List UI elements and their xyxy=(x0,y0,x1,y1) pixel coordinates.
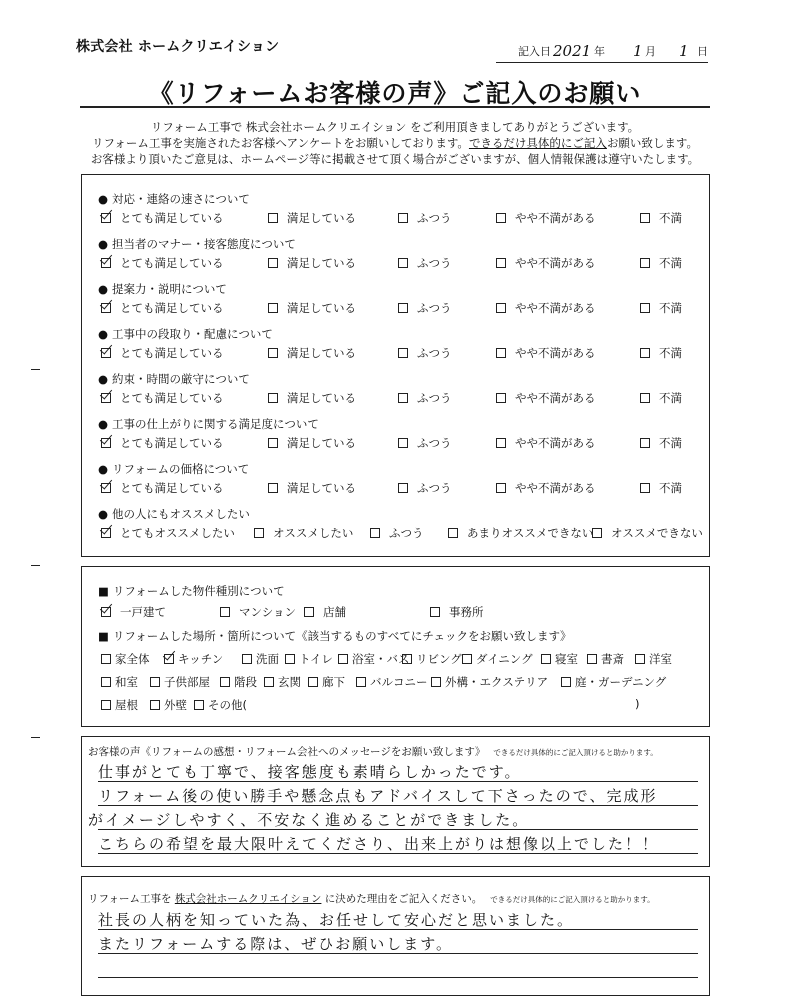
location-option[interactable] xyxy=(402,651,462,667)
handwritten-line[interactable]: こちらの希望を最大限叶えてくださり、出来上がりは想像以上でした！！ xyxy=(98,835,660,853)
location-option[interactable] xyxy=(101,697,138,713)
writing-rule xyxy=(98,929,698,930)
checkbox-icon[interactable] xyxy=(430,607,440,617)
voice-hint: できるだけ具体的にご記入頂けると助かります。 xyxy=(493,748,658,757)
option-radio[interactable] xyxy=(268,300,356,316)
option-radio[interactable] xyxy=(101,300,224,316)
location-label: バルコニー xyxy=(370,675,428,689)
checked-box-icon[interactable] xyxy=(101,258,111,268)
option-label: 満足している xyxy=(287,481,356,495)
checked-box-icon[interactable] xyxy=(101,528,111,538)
option-label: とてもオススメしたい xyxy=(120,526,235,540)
property-type-label: マンション xyxy=(239,605,296,619)
date-day-value: 1 xyxy=(679,42,689,60)
property-type-label: 事務所 xyxy=(449,605,484,619)
location-label: 庭・ガーデニング xyxy=(575,675,667,689)
checkbox-icon[interactable] xyxy=(308,677,318,687)
checkbox-icon[interactable] xyxy=(496,348,506,358)
checkbox-icon[interactable] xyxy=(496,258,506,268)
option-radio[interactable] xyxy=(496,300,596,316)
location-label: ダイニング xyxy=(476,652,533,666)
option-radio[interactable] xyxy=(268,345,356,361)
location-label: 和室 xyxy=(115,675,138,689)
option-radio[interactable] xyxy=(640,435,682,451)
option-label: 満足している xyxy=(287,256,356,270)
checkbox-icon[interactable] xyxy=(448,528,458,538)
option-label: 満足している xyxy=(287,211,356,225)
writing-rule xyxy=(98,805,698,806)
location-option[interactable] xyxy=(101,674,138,690)
checked-box-icon[interactable] xyxy=(101,213,111,223)
margin-mark xyxy=(31,369,40,370)
option-label: ふつう xyxy=(417,436,452,450)
option-label: オススメできない xyxy=(611,526,703,540)
property-type-option[interactable] xyxy=(430,604,484,620)
checkbox-icon[interactable] xyxy=(640,438,650,448)
option-radio[interactable] xyxy=(101,255,224,271)
option-label: ふつう xyxy=(389,526,424,540)
location-label: その他( xyxy=(208,698,247,712)
year-unit: 年 xyxy=(594,45,605,58)
checkbox-icon[interactable] xyxy=(268,258,278,268)
checkbox-icon[interactable] xyxy=(242,654,252,664)
writing-rule xyxy=(98,853,698,854)
question-label: ● 工事の仕上がりに関する満足度について xyxy=(98,416,319,432)
location-option[interactable] xyxy=(462,651,533,667)
handwritten-line[interactable]: 仕事がとても丁寧で、接客態度も素晴らしかったです。 xyxy=(98,763,522,781)
option-label: ふつう xyxy=(417,346,452,360)
location-option[interactable] xyxy=(101,651,150,667)
checkbox-icon[interactable] xyxy=(285,654,295,664)
handwritten-line[interactable]: リフォーム後の使い勝手や懸念点もアドバイスして下さったので、完成形 xyxy=(98,787,658,805)
checkbox-icon[interactable] xyxy=(220,677,230,687)
checkbox-icon[interactable] xyxy=(398,393,408,403)
option-radio[interactable] xyxy=(496,390,596,406)
writing-rule xyxy=(98,977,698,978)
checked-box-icon[interactable] xyxy=(101,438,111,448)
intro-line-2 xyxy=(80,135,710,151)
option-radio[interactable] xyxy=(640,255,682,271)
checkbox-icon[interactable] xyxy=(304,607,314,617)
intro-line-2-text: リフォーム工事を実施されたお客様へアンケートをお願いしております。 xyxy=(91,136,469,150)
option-radio[interactable] xyxy=(398,480,452,496)
checkbox-icon[interactable] xyxy=(268,483,278,493)
checkbox-icon[interactable] xyxy=(640,213,650,223)
question-label: ● リフォームの価格について xyxy=(98,461,249,477)
day-unit: 日 xyxy=(697,45,708,58)
checkbox-icon[interactable] xyxy=(101,654,111,664)
location-label: 家全体 xyxy=(115,652,150,666)
property-type-label: ■ リフォームした物件種別について xyxy=(98,583,285,599)
checked-box-icon[interactable] xyxy=(101,483,111,493)
checkbox-icon[interactable] xyxy=(640,303,650,313)
option-label: やや不満がある xyxy=(515,436,596,450)
location-label: 寝室 xyxy=(555,652,578,666)
location-label: トイレ xyxy=(299,652,333,666)
option-radio[interactable] xyxy=(398,210,452,226)
checked-box-icon[interactable] xyxy=(101,393,111,403)
checkbox-icon[interactable] xyxy=(356,677,366,687)
handwritten-line[interactable]: 社長の人柄を知っていた為、お任せして安心だと思いました。 xyxy=(98,911,575,929)
location-option[interactable] xyxy=(587,651,624,667)
option-radio[interactable] xyxy=(448,525,593,541)
option-radio[interactable] xyxy=(268,390,356,406)
checkbox-icon[interactable] xyxy=(640,393,650,403)
location-option[interactable] xyxy=(356,674,428,690)
margin-mark xyxy=(31,737,40,738)
checkbox-icon[interactable] xyxy=(398,438,408,448)
reason-header-text: リフォーム工事を xyxy=(88,893,175,905)
checkbox-icon[interactable] xyxy=(101,700,111,710)
satisfaction-survey-box xyxy=(81,174,710,557)
option-radio[interactable] xyxy=(398,255,452,271)
checkbox-icon[interactable] xyxy=(254,528,264,538)
option-label: ふつう xyxy=(417,391,452,405)
location-label: 子供部屋 xyxy=(164,675,210,689)
location-label: 外構・エクステリア xyxy=(445,675,549,689)
checked-box-icon[interactable] xyxy=(101,607,111,617)
property-type-label: 一戸建て xyxy=(120,605,166,619)
location-label: 洗面 xyxy=(256,652,279,666)
checkbox-icon[interactable] xyxy=(268,393,278,403)
location-option[interactable] xyxy=(635,651,672,667)
intro-emphasis: できるだけ具体的にご記入 xyxy=(468,136,607,150)
location-option[interactable] xyxy=(264,674,301,690)
location-option[interactable] xyxy=(561,674,666,690)
handwritten-line[interactable]: がイメージしやすく、不安なく進めることができました。 xyxy=(88,811,530,829)
location-option[interactable] xyxy=(431,674,548,690)
date-month-value: 1 xyxy=(633,42,643,60)
checkbox-icon[interactable] xyxy=(561,677,571,687)
location-label: 洋室 xyxy=(649,652,672,666)
option-label: とても満足している xyxy=(120,256,224,270)
location-option[interactable] xyxy=(150,697,187,713)
checkbox-icon[interactable] xyxy=(268,438,278,448)
option-radio[interactable] xyxy=(640,480,682,496)
location-option[interactable] xyxy=(194,697,247,713)
location-label: 玄関 xyxy=(278,675,301,689)
option-radio[interactable] xyxy=(101,390,224,406)
option-radio[interactable] xyxy=(101,210,224,226)
option-radio[interactable] xyxy=(398,435,452,451)
location-label: ■ リフォームした場所・箇所について《該当するものすべてにチェックをお願い致します》 xyxy=(98,628,572,644)
checkbox-icon[interactable] xyxy=(398,213,408,223)
question-label: ● 工事中の段取り・配慮について xyxy=(98,326,273,342)
option-label: やや不満がある xyxy=(515,256,596,270)
option-label: ふつう xyxy=(417,481,452,495)
checked-box-icon[interactable] xyxy=(101,303,111,313)
option-radio[interactable] xyxy=(640,345,682,361)
option-radio[interactable] xyxy=(268,480,356,496)
option-label: 満足している xyxy=(287,301,356,315)
option-label: とても満足している xyxy=(120,391,224,405)
checkbox-icon[interactable] xyxy=(640,348,650,358)
writing-rule xyxy=(98,953,698,954)
checkbox-icon[interactable] xyxy=(268,213,278,223)
intro-line-2-tail: お願い致します。 xyxy=(606,136,699,150)
option-radio[interactable] xyxy=(268,210,356,226)
reason-box xyxy=(81,876,710,996)
checkbox-icon[interactable] xyxy=(268,348,278,358)
location-option[interactable] xyxy=(285,651,333,667)
checkbox-icon[interactable] xyxy=(338,654,348,664)
location-label: キッチン xyxy=(178,652,224,666)
location-option[interactable] xyxy=(220,674,257,690)
property-type-option[interactable] xyxy=(220,604,296,620)
checkbox-icon[interactable] xyxy=(640,483,650,493)
option-label: やや不満がある xyxy=(515,346,596,360)
checkbox-icon[interactable] xyxy=(587,654,597,664)
checkbox-icon[interactable] xyxy=(150,700,160,710)
option-radio[interactable] xyxy=(268,255,356,271)
option-label: あまりオススメできない xyxy=(467,526,594,540)
location-option[interactable] xyxy=(338,651,410,667)
option-radio[interactable] xyxy=(101,480,224,496)
reason-company: 株式会社ホームクリエイション xyxy=(174,893,322,905)
voice-header-text: お客様の声《リフォームの感想・リフォーム会社へのメッセージをお願い致します》 xyxy=(88,746,486,758)
date-label: 記入日 xyxy=(518,45,551,58)
question-label: ● 約束・時間の厳守について xyxy=(98,371,250,387)
option-radio[interactable] xyxy=(640,210,682,226)
option-label: とても満足している xyxy=(120,481,224,495)
customer-voice-box xyxy=(81,736,710,867)
option-radio[interactable] xyxy=(640,390,682,406)
option-radio[interactable] xyxy=(496,345,596,361)
option-radio[interactable] xyxy=(496,435,596,451)
page-title: 《リフォームお客様の声》ご記入のお願い xyxy=(148,79,642,108)
checkbox-icon[interactable] xyxy=(462,654,472,664)
property-type-option[interactable] xyxy=(101,604,166,620)
checkbox-icon[interactable] xyxy=(264,677,274,687)
option-label: やや不満がある xyxy=(515,301,596,315)
month-unit: 月 xyxy=(645,45,656,58)
reason-hint: できるだけ具体的にご記入頂けると助かります。 xyxy=(490,895,655,904)
entry-date-field[interactable] xyxy=(496,40,708,63)
question-label: ● 対応・連絡の速さについて xyxy=(98,191,250,207)
option-radio[interactable] xyxy=(398,345,452,361)
option-label: 不満 xyxy=(659,481,682,495)
option-radio[interactable] xyxy=(268,435,356,451)
option-radio[interactable] xyxy=(101,435,224,451)
option-label: 不満 xyxy=(659,256,682,270)
option-radio[interactable] xyxy=(398,300,452,316)
question-label: ● 他の人にもオススメしたい xyxy=(98,506,250,522)
location-option[interactable] xyxy=(242,651,279,667)
checked-box-icon[interactable] xyxy=(101,348,111,358)
checkbox-icon[interactable] xyxy=(496,303,506,313)
reason-header xyxy=(88,891,655,906)
checkbox-icon[interactable] xyxy=(402,654,412,664)
other-close-paren: ) xyxy=(635,697,640,711)
location-label: 階段 xyxy=(234,675,257,689)
location-label: 屋根 xyxy=(115,698,138,712)
option-label: とても満足している xyxy=(120,301,224,315)
option-label: 不満 xyxy=(659,346,682,360)
checkbox-icon[interactable] xyxy=(431,677,441,687)
option-label: ふつう xyxy=(417,211,452,225)
property-info-box xyxy=(81,566,710,727)
location-option[interactable] xyxy=(541,651,578,667)
title-divider xyxy=(80,106,710,108)
writing-rule xyxy=(98,829,698,830)
option-radio[interactable] xyxy=(592,525,703,541)
option-label: 不満 xyxy=(659,301,682,315)
option-label: 満足している xyxy=(287,436,356,450)
option-label: 満足している xyxy=(287,391,356,405)
checkbox-icon[interactable] xyxy=(496,393,506,403)
intro-line-3: お客様より頂いたご意見は、ホームページ等に掲載させて頂く場合がございますが、個人情報保護は遵守いたします。 xyxy=(90,152,700,166)
question-label: ● 提案力・説明について xyxy=(98,281,227,297)
company-name: 株式会社 ホームクリエイション xyxy=(76,39,280,55)
checkbox-icon[interactable] xyxy=(496,483,506,493)
option-label: 不満 xyxy=(659,436,682,450)
option-label: やや不満がある xyxy=(515,391,596,405)
option-radio[interactable] xyxy=(496,255,596,271)
option-label: とても満足している xyxy=(120,211,224,225)
location-label: 外壁 xyxy=(164,698,187,712)
property-type-option[interactable] xyxy=(304,604,346,620)
checkbox-icon[interactable] xyxy=(268,303,278,313)
checkbox-icon[interactable] xyxy=(370,528,380,538)
checkbox-icon[interactable] xyxy=(101,677,111,687)
option-radio[interactable] xyxy=(640,300,682,316)
intro-line-1: リフォーム工事で 株式会社ホームクリエイション をご利用頂きましてありがとうございます。 xyxy=(150,120,640,134)
checkbox-icon[interactable] xyxy=(640,258,650,268)
location-label: 廊下 xyxy=(322,675,345,689)
checkbox-icon[interactable] xyxy=(592,528,602,538)
voice-header xyxy=(88,744,658,759)
option-label: とても満足している xyxy=(120,436,224,450)
option-label: やや不満がある xyxy=(515,211,596,225)
location-label: 書斎 xyxy=(601,652,624,666)
question-label: ● 担当者のマナー・接客態度について xyxy=(98,236,296,252)
writing-rule xyxy=(98,781,698,782)
option-label: 不満 xyxy=(659,391,682,405)
option-radio[interactable] xyxy=(254,525,353,541)
checkbox-icon[interactable] xyxy=(496,438,506,448)
location-option[interactable] xyxy=(150,674,210,690)
option-radio[interactable] xyxy=(496,480,596,496)
checkbox-icon[interactable] xyxy=(220,607,230,617)
checked-box-icon[interactable] xyxy=(164,654,174,664)
option-label: オススメしたい xyxy=(273,526,354,540)
option-label: 不満 xyxy=(659,211,682,225)
option-radio[interactable] xyxy=(496,210,596,226)
option-radio[interactable] xyxy=(101,345,224,361)
checkbox-icon[interactable] xyxy=(541,654,551,664)
option-radio[interactable] xyxy=(398,390,452,406)
option-label: とても満足している xyxy=(120,346,224,360)
handwritten-line[interactable]: またリフォームする際は、ぜひお願いします。 xyxy=(98,935,454,953)
option-label: ふつう xyxy=(417,301,452,315)
margin-mark xyxy=(31,565,40,566)
checkbox-icon[interactable] xyxy=(194,700,204,710)
checkbox-icon[interactable] xyxy=(398,483,408,493)
option-radio[interactable] xyxy=(101,525,235,541)
checkbox-icon[interactable] xyxy=(150,677,160,687)
option-label: やや不満がある xyxy=(515,481,596,495)
checkbox-icon[interactable] xyxy=(496,213,506,223)
property-type-label: 店舗 xyxy=(323,605,346,619)
location-option[interactable] xyxy=(164,651,223,667)
checkbox-icon[interactable] xyxy=(635,654,645,664)
location-label: 浴室・バス xyxy=(352,652,410,666)
checkbox-icon[interactable] xyxy=(398,348,408,358)
reason-header-tail: に決めた理由をご記入ください。 xyxy=(321,893,483,905)
location-option[interactable] xyxy=(308,674,345,690)
checkbox-icon[interactable] xyxy=(398,303,408,313)
date-year-value: 2021 xyxy=(553,42,592,60)
option-radio[interactable] xyxy=(370,525,424,541)
option-label: ふつう xyxy=(417,256,452,270)
option-label: 満足している xyxy=(287,346,356,360)
location-label: リビング xyxy=(416,652,462,666)
checkbox-icon[interactable] xyxy=(398,258,408,268)
